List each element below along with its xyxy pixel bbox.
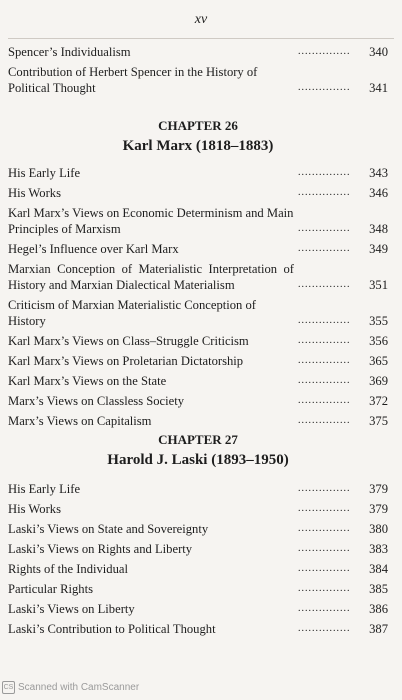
toc-entry bbox=[8, 64, 388, 96]
entry-page: 341 bbox=[369, 81, 388, 95]
toc-entry bbox=[8, 261, 388, 293]
toc-entry bbox=[8, 561, 388, 577]
entry-title: Criticism of Marxian Materialistic Conception of History bbox=[8, 298, 256, 328]
toc-entry bbox=[8, 393, 388, 409]
dot-leader: ............... bbox=[298, 543, 351, 554]
entry-page: 351 bbox=[369, 278, 388, 292]
header-divider bbox=[8, 38, 394, 39]
dot-leader: ............... bbox=[298, 335, 351, 346]
toc-entry bbox=[8, 541, 388, 557]
toc-entry bbox=[8, 521, 388, 537]
entry-page: 384 bbox=[369, 562, 388, 576]
camscanner-logo-icon: CS bbox=[2, 681, 15, 694]
entry-title: His Early Life bbox=[8, 166, 81, 180]
entry-title: Laski’s Views on State and Sovereignty bbox=[8, 522, 209, 536]
toc-entry bbox=[8, 353, 388, 369]
toc-top-section bbox=[8, 44, 388, 100]
watermark-text: Scanned with CamScanner bbox=[18, 682, 140, 693]
entry-title: Karl Marx’s Views on Economic Determinism and Main Principles of Marxism bbox=[8, 206, 294, 236]
entry-title: Laski’s Contribution to Political Thought bbox=[8, 622, 216, 636]
toc-entry bbox=[8, 621, 388, 637]
entry-page: 387 bbox=[369, 622, 388, 636]
entry-title: Marxian Conception of Materialistic Interpretation of History and Marxian Dialectical Materialism bbox=[8, 262, 294, 292]
page-number: xv bbox=[194, 12, 208, 27]
chapter-26-section bbox=[8, 118, 388, 433]
entry-title: Laski’s Views on Liberty bbox=[8, 602, 135, 616]
toc-entry bbox=[8, 413, 388, 429]
entry-title: Particular Rights bbox=[8, 582, 93, 596]
dot-leader: ............... bbox=[298, 355, 351, 366]
entry-page: 356 bbox=[369, 334, 388, 348]
entry-page: 379 bbox=[369, 482, 388, 496]
entry-title: Rights of the Individual bbox=[8, 562, 128, 576]
dot-leader: ............... bbox=[298, 375, 351, 386]
entry-title: Contribution of Herbert Spencer in the History of Political Thought bbox=[8, 65, 258, 95]
entry-page: 340 bbox=[369, 45, 388, 59]
entry-page: 365 bbox=[369, 354, 388, 368]
dot-leader: ............... bbox=[298, 415, 351, 426]
dot-leader: ............... bbox=[298, 623, 351, 634]
dot-leader: ............... bbox=[298, 503, 351, 514]
entry-title: Spencer’s Individualism bbox=[8, 45, 131, 59]
entry-title: Karl Marx’s Views on Class–Struggle Criticism bbox=[8, 334, 249, 348]
dot-leader: ............... bbox=[298, 483, 351, 494]
entry-page: 379 bbox=[369, 502, 388, 516]
entry-page: 349 bbox=[369, 242, 388, 256]
dot-leader: ............... bbox=[298, 167, 351, 178]
entry-page: 348 bbox=[369, 222, 388, 236]
entry-title: Karl Marx’s Views on Proletarian Dictatorship bbox=[8, 354, 244, 368]
entry-title: Marx’s Views on Capitalism bbox=[8, 414, 152, 428]
toc-entry bbox=[8, 333, 388, 349]
dot-leader: ............... bbox=[298, 603, 351, 614]
entry-page: 346 bbox=[369, 186, 388, 200]
toc-entry bbox=[8, 501, 388, 517]
chapter-27-section bbox=[8, 432, 388, 641]
toc-entry bbox=[8, 165, 388, 181]
dot-leader: ............... bbox=[298, 523, 351, 534]
entry-page: 372 bbox=[369, 394, 388, 408]
chapter-label: CHAPTER 27 bbox=[158, 432, 238, 447]
dot-leader: ............... bbox=[298, 243, 351, 254]
toc-entry bbox=[8, 373, 388, 389]
toc-entry bbox=[8, 297, 388, 329]
entry-title: Hegel’s Influence over Karl Marx bbox=[8, 242, 179, 256]
dot-leader: ............... bbox=[298, 223, 351, 234]
chapter-label: CHAPTER 26 bbox=[158, 118, 238, 133]
toc-entry bbox=[8, 205, 388, 237]
entry-title: Laski’s Views on Rights and Liberty bbox=[8, 542, 193, 556]
entry-page: 369 bbox=[369, 374, 388, 388]
toc-entry bbox=[8, 581, 388, 597]
entry-page: 355 bbox=[369, 314, 388, 328]
chapter-title: Harold J. Laski (1893–1950) bbox=[107, 452, 289, 468]
entry-page: 383 bbox=[369, 542, 388, 556]
entry-page: 375 bbox=[369, 414, 388, 428]
toc-entry bbox=[8, 601, 388, 617]
dot-leader: ............... bbox=[298, 279, 351, 290]
dot-leader: ............... bbox=[298, 46, 351, 57]
dot-leader: ............... bbox=[298, 187, 351, 198]
camscanner-watermark bbox=[2, 681, 139, 694]
dot-leader: ............... bbox=[298, 583, 351, 594]
dot-leader: ............... bbox=[298, 82, 351, 93]
dot-leader: ............... bbox=[298, 395, 351, 406]
entry-title: Marx’s Views on Classless Society bbox=[8, 394, 185, 408]
entry-page: 343 bbox=[369, 166, 388, 180]
entry-title: His Works bbox=[8, 186, 61, 200]
chapter-title: Karl Marx (1818–1883) bbox=[122, 138, 274, 154]
entry-page: 386 bbox=[369, 602, 388, 616]
dot-leader: ............... bbox=[298, 563, 351, 574]
entry-page: 385 bbox=[369, 582, 388, 596]
toc-entry bbox=[8, 185, 388, 201]
entry-page: 380 bbox=[369, 522, 388, 536]
entry-title: His Works bbox=[8, 502, 61, 516]
toc-entry bbox=[8, 241, 388, 257]
toc-entry bbox=[8, 481, 388, 497]
toc-entry bbox=[8, 44, 388, 60]
entry-title: Karl Marx’s Views on the State bbox=[8, 374, 167, 388]
dot-leader: ............... bbox=[298, 315, 351, 326]
entry-title: His Early Life bbox=[8, 482, 81, 496]
